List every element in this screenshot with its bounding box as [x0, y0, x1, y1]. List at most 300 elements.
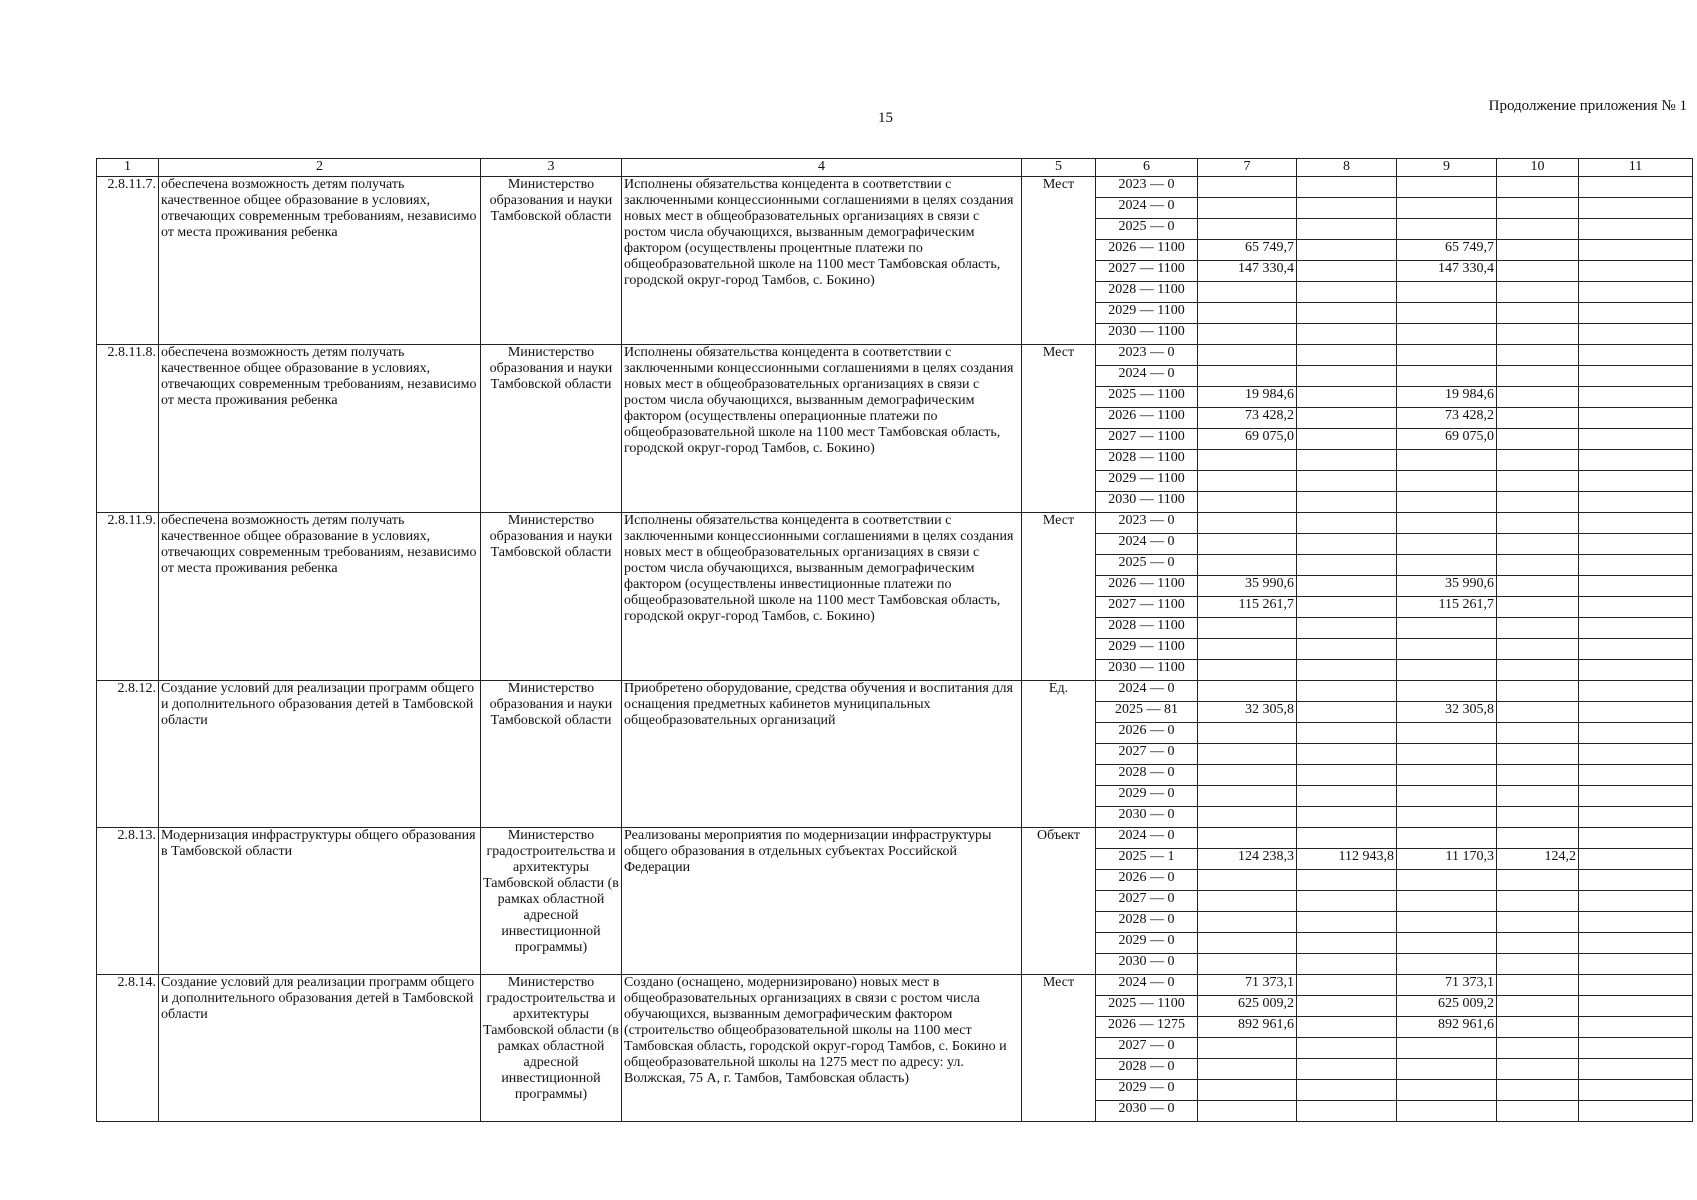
year-value-cell: 2030 — 1100	[1096, 492, 1198, 513]
funding-cell-9	[1397, 324, 1497, 345]
funding-cell-10	[1497, 639, 1579, 660]
funding-cell-11	[1579, 891, 1693, 912]
funding-cell-9: 69 075,0	[1397, 429, 1497, 450]
funding-cell-10	[1497, 471, 1579, 492]
unit-of-measure: Мест	[1022, 177, 1096, 345]
funding-cell-11	[1579, 954, 1693, 975]
funding-cell-11	[1579, 513, 1693, 534]
year-value-cell: 2024 — 0	[1096, 534, 1198, 555]
measure-description: Создание условий для реализации программ общего и дополнительного образования детей в Тамбовской области	[159, 975, 481, 1122]
funding-cell-8	[1297, 387, 1397, 408]
year-value-cell: 2027 — 0	[1096, 744, 1198, 765]
funding-cell-9	[1397, 828, 1497, 849]
funding-cell-11	[1579, 1080, 1693, 1101]
funding-cell-7	[1198, 1038, 1297, 1059]
funding-cell-8	[1297, 786, 1397, 807]
funding-cell-7	[1198, 618, 1297, 639]
funding-cell-8	[1297, 1101, 1397, 1122]
measure-number: 2.8.13.	[97, 828, 159, 975]
funding-cell-7	[1198, 513, 1297, 534]
funding-cell-10	[1497, 555, 1579, 576]
year-value-cell: 2029 — 1100	[1096, 639, 1198, 660]
funding-cell-7: 71 373,1	[1198, 975, 1297, 996]
funding-cell-7	[1198, 954, 1297, 975]
funding-cell-7	[1198, 492, 1297, 513]
funding-cell-9: 35 990,6	[1397, 576, 1497, 597]
funding-cell-8	[1297, 1080, 1397, 1101]
funding-cell-10	[1497, 744, 1579, 765]
funding-cell-9	[1397, 765, 1497, 786]
year-value-cell: 2029 — 1100	[1096, 471, 1198, 492]
funding-cell-8	[1297, 744, 1397, 765]
funding-cell-8	[1297, 450, 1397, 471]
funding-cell-9: 32 305,8	[1397, 702, 1497, 723]
funding-cell-11	[1579, 870, 1693, 891]
funding-cell-7	[1198, 660, 1297, 681]
funding-cell-7	[1198, 828, 1297, 849]
funding-cell-10	[1497, 366, 1579, 387]
col-header-6: 6	[1096, 159, 1198, 177]
col-header-8: 8	[1297, 159, 1397, 177]
funding-cell-10	[1497, 177, 1579, 198]
appendix-note: Продолжение приложения № 1	[1488, 98, 1687, 114]
funding-cell-10	[1497, 828, 1579, 849]
funding-cell-10	[1497, 1038, 1579, 1059]
funding-cell-7: 124 238,3	[1198, 849, 1297, 870]
measure-description: обеспечена возможность детям получать качественное общее образование в условиях, отвечающих современным требованиям, независимо от места проживания ребенка	[159, 513, 481, 681]
funding-cell-7	[1198, 282, 1297, 303]
funding-cell-10	[1497, 597, 1579, 618]
funding-cell-7	[1198, 366, 1297, 387]
funding-cell-8	[1297, 303, 1397, 324]
funding-cell-8	[1297, 1059, 1397, 1080]
funding-cell-10	[1497, 660, 1579, 681]
year-value-cell: 2025 — 1100	[1096, 996, 1198, 1017]
funding-cell-8	[1297, 240, 1397, 261]
funding-cell-9: 625 009,2	[1397, 996, 1497, 1017]
funding-cell-7: 73 428,2	[1198, 408, 1297, 429]
funding-cell-8	[1297, 933, 1397, 954]
funding-cell-9	[1397, 891, 1497, 912]
funding-cell-8	[1297, 891, 1397, 912]
funding-cell-11	[1579, 975, 1693, 996]
funding-cell-7	[1198, 807, 1297, 828]
funding-cell-9	[1397, 345, 1497, 366]
measure-description: обеспечена возможность детям получать качественное общее образование в условиях, отвечающих современным требованиям, независимо от места проживания ребенка	[159, 177, 481, 345]
year-value-cell: 2029 — 0	[1096, 1080, 1198, 1101]
funding-cell-8	[1297, 660, 1397, 681]
funding-cell-7: 892 961,6	[1198, 1017, 1297, 1038]
funding-cell-9	[1397, 870, 1497, 891]
year-value-cell: 2029 — 0	[1096, 786, 1198, 807]
measures-table	[96, 158, 1693, 1122]
funding-cell-11	[1579, 996, 1693, 1017]
funding-cell-11	[1579, 198, 1693, 219]
funding-cell-9	[1397, 1101, 1497, 1122]
table-row	[97, 177, 1693, 198]
unit-of-measure: Объект	[1022, 828, 1096, 975]
responsible-executor: Министерство образования и науки Тамбовской области	[481, 681, 622, 828]
funding-cell-11	[1579, 1017, 1693, 1038]
funding-cell-9: 147 330,4	[1397, 261, 1497, 282]
funding-cell-11	[1579, 282, 1693, 303]
funding-cell-11	[1579, 618, 1693, 639]
funding-cell-8	[1297, 345, 1397, 366]
funding-cell-8	[1297, 723, 1397, 744]
funding-cell-7	[1198, 534, 1297, 555]
funding-cell-9	[1397, 912, 1497, 933]
funding-cell-11	[1579, 1059, 1693, 1080]
funding-cell-11	[1579, 828, 1693, 849]
year-value-cell: 2024 — 0	[1096, 198, 1198, 219]
funding-cell-11	[1579, 1038, 1693, 1059]
funding-cell-7	[1198, 324, 1297, 345]
responsible-executor: Министерство градостроительства и архитектуры Тамбовской области (в рамках областной адресной инвестиционной программы)	[481, 975, 622, 1122]
funding-cell-11	[1579, 933, 1693, 954]
year-value-cell: 2025 — 1100	[1096, 387, 1198, 408]
funding-cell-10	[1497, 240, 1579, 261]
funding-cell-8	[1297, 975, 1397, 996]
funding-cell-9	[1397, 954, 1497, 975]
funding-cell-8	[1297, 177, 1397, 198]
funding-cell-8	[1297, 702, 1397, 723]
funding-cell-11	[1579, 240, 1693, 261]
measure-description: обеспечена возможность детям получать качественное общее образование в условиях, отвечающих современным требованиям, независимо от места проживания ребенка	[159, 345, 481, 513]
funding-cell-10	[1497, 492, 1579, 513]
funding-cell-11	[1579, 555, 1693, 576]
funding-cell-9	[1397, 450, 1497, 471]
funding-cell-8	[1297, 828, 1397, 849]
funding-cell-9	[1397, 492, 1497, 513]
funding-cell-11	[1579, 345, 1693, 366]
funding-cell-11	[1579, 324, 1693, 345]
year-value-cell: 2028 — 0	[1096, 1059, 1198, 1080]
measure-number: 2.8.12.	[97, 681, 159, 828]
funding-cell-11	[1579, 366, 1693, 387]
year-value-cell: 2026 — 0	[1096, 723, 1198, 744]
funding-cell-8	[1297, 765, 1397, 786]
year-value-cell: 2026 — 1275	[1096, 1017, 1198, 1038]
funding-cell-7	[1198, 765, 1297, 786]
funding-cell-11	[1579, 450, 1693, 471]
funding-cell-7	[1198, 870, 1297, 891]
funding-cell-11	[1579, 702, 1693, 723]
year-value-cell: 2025 — 81	[1096, 702, 1198, 723]
funding-cell-9	[1397, 1080, 1497, 1101]
funding-cell-11	[1579, 534, 1693, 555]
funding-cell-11	[1579, 639, 1693, 660]
funding-cell-10	[1497, 387, 1579, 408]
funding-cell-11	[1579, 744, 1693, 765]
funding-cell-7: 35 990,6	[1198, 576, 1297, 597]
year-value-cell: 2025 — 0	[1096, 219, 1198, 240]
funding-cell-7	[1198, 471, 1297, 492]
funding-cell-8	[1297, 492, 1397, 513]
funding-cell-10	[1497, 891, 1579, 912]
responsible-executor: Министерство образования и науки Тамбовской области	[481, 345, 622, 513]
year-value-cell: 2024 — 0	[1096, 828, 1198, 849]
funding-cell-9: 19 984,6	[1397, 387, 1497, 408]
funding-cell-10	[1497, 807, 1579, 828]
funding-cell-10	[1497, 576, 1579, 597]
funding-cell-7	[1198, 639, 1297, 660]
measure-number: 2.8.11.9.	[97, 513, 159, 681]
funding-cell-11	[1579, 849, 1693, 870]
funding-cell-8	[1297, 408, 1397, 429]
funding-cell-10	[1497, 429, 1579, 450]
col-header-3: 3	[481, 159, 622, 177]
col-header-11: 11	[1579, 159, 1693, 177]
funding-cell-9	[1397, 177, 1497, 198]
table-row	[97, 513, 1693, 534]
funding-cell-11	[1579, 408, 1693, 429]
funding-cell-11	[1579, 219, 1693, 240]
funding-cell-10	[1497, 282, 1579, 303]
year-value-cell: 2024 — 0	[1096, 681, 1198, 702]
funding-cell-10	[1497, 870, 1579, 891]
funding-cell-10	[1497, 912, 1579, 933]
funding-cell-8	[1297, 681, 1397, 702]
funding-cell-10: 124,2	[1497, 849, 1579, 870]
funding-cell-8	[1297, 219, 1397, 240]
funding-cell-10	[1497, 1059, 1579, 1080]
funding-cell-8: 112 943,8	[1297, 849, 1397, 870]
funding-cell-11	[1579, 303, 1693, 324]
funding-cell-11	[1579, 765, 1693, 786]
funding-cell-7	[1198, 723, 1297, 744]
funding-cell-11	[1579, 597, 1693, 618]
year-value-cell: 2030 — 0	[1096, 1101, 1198, 1122]
funding-cell-7	[1198, 177, 1297, 198]
funding-cell-10	[1497, 1101, 1579, 1122]
funding-cell-10	[1497, 975, 1579, 996]
page-number: 15	[878, 110, 893, 126]
funding-cell-10	[1497, 534, 1579, 555]
funding-cell-10	[1497, 324, 1579, 345]
funding-cell-10	[1497, 219, 1579, 240]
measure-number: 2.8.11.7.	[97, 177, 159, 345]
funding-cell-8	[1297, 1038, 1397, 1059]
funding-cell-10	[1497, 954, 1579, 975]
funding-cell-9	[1397, 513, 1497, 534]
funding-cell-8	[1297, 1017, 1397, 1038]
funding-cell-9	[1397, 219, 1497, 240]
funding-cell-8	[1297, 261, 1397, 282]
funding-cell-9	[1397, 807, 1497, 828]
funding-cell-10	[1497, 996, 1579, 1017]
funding-cell-9	[1397, 618, 1497, 639]
funding-cell-9: 65 749,7	[1397, 240, 1497, 261]
column-number-row	[97, 159, 1693, 177]
funding-cell-7	[1198, 345, 1297, 366]
funding-cell-8	[1297, 555, 1397, 576]
year-value-cell: 2027 — 1100	[1096, 261, 1198, 282]
funding-cell-10	[1497, 1017, 1579, 1038]
unit-of-measure: Мест	[1022, 345, 1096, 513]
funding-cell-10	[1497, 786, 1579, 807]
year-value-cell: 2027 — 1100	[1096, 597, 1198, 618]
funding-cell-7	[1198, 744, 1297, 765]
funding-cell-8	[1297, 870, 1397, 891]
expected-result: Исполнены обязательства концедента в соответствии с заключенными концессионными соглашениями в целях создания новых мест в общеобразовательных организациях в связи с ростом числа обучающихся, вызванным демографическим фактором (осуществлены операционные платежи по общеобразовательной школе на 1100 мест Тамбовская область, городской округ-город Тамбов, с. Бокино)	[622, 345, 1022, 513]
funding-cell-9	[1397, 303, 1497, 324]
funding-cell-11	[1579, 492, 1693, 513]
funding-cell-9	[1397, 534, 1497, 555]
expected-result: Реализованы мероприятия по модернизации инфраструктуры общего образования в отдельных субъектах Российской Федерации	[622, 828, 1022, 975]
unit-of-measure: Ед.	[1022, 681, 1096, 828]
funding-cell-7	[1198, 219, 1297, 240]
year-value-cell: 2030 — 0	[1096, 954, 1198, 975]
funding-cell-10	[1497, 1080, 1579, 1101]
funding-cell-7: 625 009,2	[1198, 996, 1297, 1017]
year-value-cell: 2026 — 1100	[1096, 576, 1198, 597]
funding-cell-8	[1297, 996, 1397, 1017]
funding-cell-8	[1297, 639, 1397, 660]
col-header-10: 10	[1497, 159, 1579, 177]
responsible-executor: Министерство образования и науки Тамбовской области	[481, 177, 622, 345]
funding-cell-7	[1198, 555, 1297, 576]
funding-cell-7: 65 749,7	[1198, 240, 1297, 261]
year-value-cell: 2024 — 0	[1096, 975, 1198, 996]
funding-cell-7	[1198, 912, 1297, 933]
funding-cell-7	[1198, 198, 1297, 219]
year-value-cell: 2030 — 0	[1096, 807, 1198, 828]
funding-cell-9: 73 428,2	[1397, 408, 1497, 429]
measure-description: Модернизация инфраструктуры общего образования в Тамбовской области	[159, 828, 481, 975]
funding-cell-9	[1397, 471, 1497, 492]
table-row	[97, 345, 1693, 366]
funding-cell-7: 32 305,8	[1198, 702, 1297, 723]
funding-cell-11	[1579, 387, 1693, 408]
funding-cell-9	[1397, 282, 1497, 303]
funding-cell-8	[1297, 198, 1397, 219]
funding-cell-8	[1297, 597, 1397, 618]
year-value-cell: 2030 — 1100	[1096, 660, 1198, 681]
funding-cell-10	[1497, 723, 1579, 744]
funding-cell-7	[1198, 1059, 1297, 1080]
funding-cell-10	[1497, 765, 1579, 786]
year-value-cell: 2028 — 1100	[1096, 282, 1198, 303]
funding-cell-9	[1397, 723, 1497, 744]
funding-cell-8	[1297, 513, 1397, 534]
funding-cell-11	[1579, 261, 1693, 282]
funding-cell-9	[1397, 660, 1497, 681]
funding-cell-7	[1198, 681, 1297, 702]
funding-cell-7	[1198, 786, 1297, 807]
year-value-cell: 2023 — 0	[1096, 513, 1198, 534]
funding-cell-10	[1497, 933, 1579, 954]
table-body	[97, 177, 1693, 1122]
funding-cell-9	[1397, 639, 1497, 660]
funding-cell-9	[1397, 555, 1497, 576]
funding-cell-8	[1297, 366, 1397, 387]
funding-cell-10	[1497, 303, 1579, 324]
funding-cell-9	[1397, 1038, 1497, 1059]
funding-cell-11	[1579, 912, 1693, 933]
funding-cell-7	[1198, 1080, 1297, 1101]
funding-cell-9: 892 961,6	[1397, 1017, 1497, 1038]
funding-cell-9	[1397, 681, 1497, 702]
year-value-cell: 2026 — 1100	[1096, 240, 1198, 261]
year-value-cell: 2027 — 0	[1096, 1038, 1198, 1059]
responsible-executor: Министерство образования и науки Тамбовской области	[481, 513, 622, 681]
funding-cell-11	[1579, 807, 1693, 828]
funding-cell-10	[1497, 618, 1579, 639]
funding-cell-10	[1497, 345, 1579, 366]
year-value-cell: 2028 — 1100	[1096, 450, 1198, 471]
funding-cell-7: 19 984,6	[1198, 387, 1297, 408]
expected-result: Исполнены обязательства концедента в соответствии с заключенными концессионными соглашениями в целях создания новых мест в общеобразовательных организациях в связи с ростом числа обучающихся, вызванным демографическим фактором (осуществлены инвестиционные платежи по общеобразовательной школе на 1100 мест Тамбовская область, городской округ-город Тамбов, с. Бокино)	[622, 513, 1022, 681]
unit-of-measure: Мест	[1022, 513, 1096, 681]
table-row	[97, 975, 1693, 996]
funding-cell-8	[1297, 471, 1397, 492]
expected-result: Создано (оснащено, модернизировано) новых мест в общеобразовательных организациях в связи с ростом числа обучающихся, вызванным демографическим фактором (строительство общеобразовательной школы на 1100 мест Тамбовская область, городской округ-город Тамбов, с. Бокино и общеобразовательной школы на 1275 мест по адресу: ул. Волжская, 75 А, г. Тамбов, Тамбовская область)	[622, 975, 1022, 1122]
funding-cell-7	[1198, 450, 1297, 471]
responsible-executor: Министерство градостроительства и архитектуры Тамбовской области (в рамках областной адресной инвестиционной программы)	[481, 828, 622, 975]
funding-cell-7	[1198, 933, 1297, 954]
expected-result: Исполнены обязательства концедента в соответствии с заключенными концессионными соглашениями в целях создания новых мест в общеобразовательных организациях в связи с ростом числа обучающихся, вызванным демографическим фактором (осуществлены процентные платежи по общеобразовательной школе на 1100 мест Тамбовская область, городской округ-город Тамбов, с. Бокино)	[622, 177, 1022, 345]
funding-cell-8	[1297, 576, 1397, 597]
year-value-cell: 2029 — 0	[1096, 933, 1198, 954]
funding-cell-11	[1579, 1101, 1693, 1122]
funding-cell-10	[1497, 408, 1579, 429]
table-row	[97, 828, 1693, 849]
funding-cell-7	[1198, 891, 1297, 912]
funding-cell-9	[1397, 786, 1497, 807]
funding-cell-8	[1297, 534, 1397, 555]
measure-number: 2.8.11.8.	[97, 345, 159, 513]
table-row	[97, 681, 1693, 702]
funding-cell-8	[1297, 282, 1397, 303]
expected-result: Приобретено оборудование, средства обучения и воспитания для оснащения предметных кабинетов муниципальных общеобразовательных организаций	[622, 681, 1022, 828]
funding-cell-7	[1198, 303, 1297, 324]
col-header-1: 1	[97, 159, 159, 177]
funding-cell-11	[1579, 723, 1693, 744]
funding-cell-10	[1497, 681, 1579, 702]
funding-cell-9: 71 373,1	[1397, 975, 1497, 996]
funding-cell-11	[1579, 429, 1693, 450]
funding-cell-9: 11 170,3	[1397, 849, 1497, 870]
funding-cell-7: 115 261,7	[1198, 597, 1297, 618]
funding-cell-8	[1297, 324, 1397, 345]
year-value-cell: 2027 — 0	[1096, 891, 1198, 912]
measure-description: Создание условий для реализации программ общего и дополнительного образования детей в Тамбовской области	[159, 681, 481, 828]
col-header-2: 2	[159, 159, 481, 177]
col-header-9: 9	[1397, 159, 1497, 177]
col-header-4: 4	[622, 159, 1022, 177]
funding-cell-10	[1497, 198, 1579, 219]
funding-cell-8	[1297, 954, 1397, 975]
funding-cell-9: 115 261,7	[1397, 597, 1497, 618]
year-value-cell: 2023 — 0	[1096, 177, 1198, 198]
col-header-5: 5	[1022, 159, 1096, 177]
funding-cell-9	[1397, 366, 1497, 387]
year-value-cell: 2029 — 1100	[1096, 303, 1198, 324]
funding-cell-7: 69 075,0	[1198, 429, 1297, 450]
year-value-cell: 2028 — 0	[1096, 912, 1198, 933]
funding-cell-9	[1397, 744, 1497, 765]
funding-cell-10	[1497, 702, 1579, 723]
year-value-cell: 2026 — 1100	[1096, 408, 1198, 429]
year-value-cell: 2025 — 0	[1096, 555, 1198, 576]
funding-cell-9	[1397, 933, 1497, 954]
funding-cell-8	[1297, 429, 1397, 450]
funding-cell-11	[1579, 177, 1693, 198]
year-value-cell: 2024 — 0	[1096, 366, 1198, 387]
col-header-7: 7	[1198, 159, 1297, 177]
funding-cell-11	[1579, 681, 1693, 702]
year-value-cell: 2023 — 0	[1096, 345, 1198, 366]
